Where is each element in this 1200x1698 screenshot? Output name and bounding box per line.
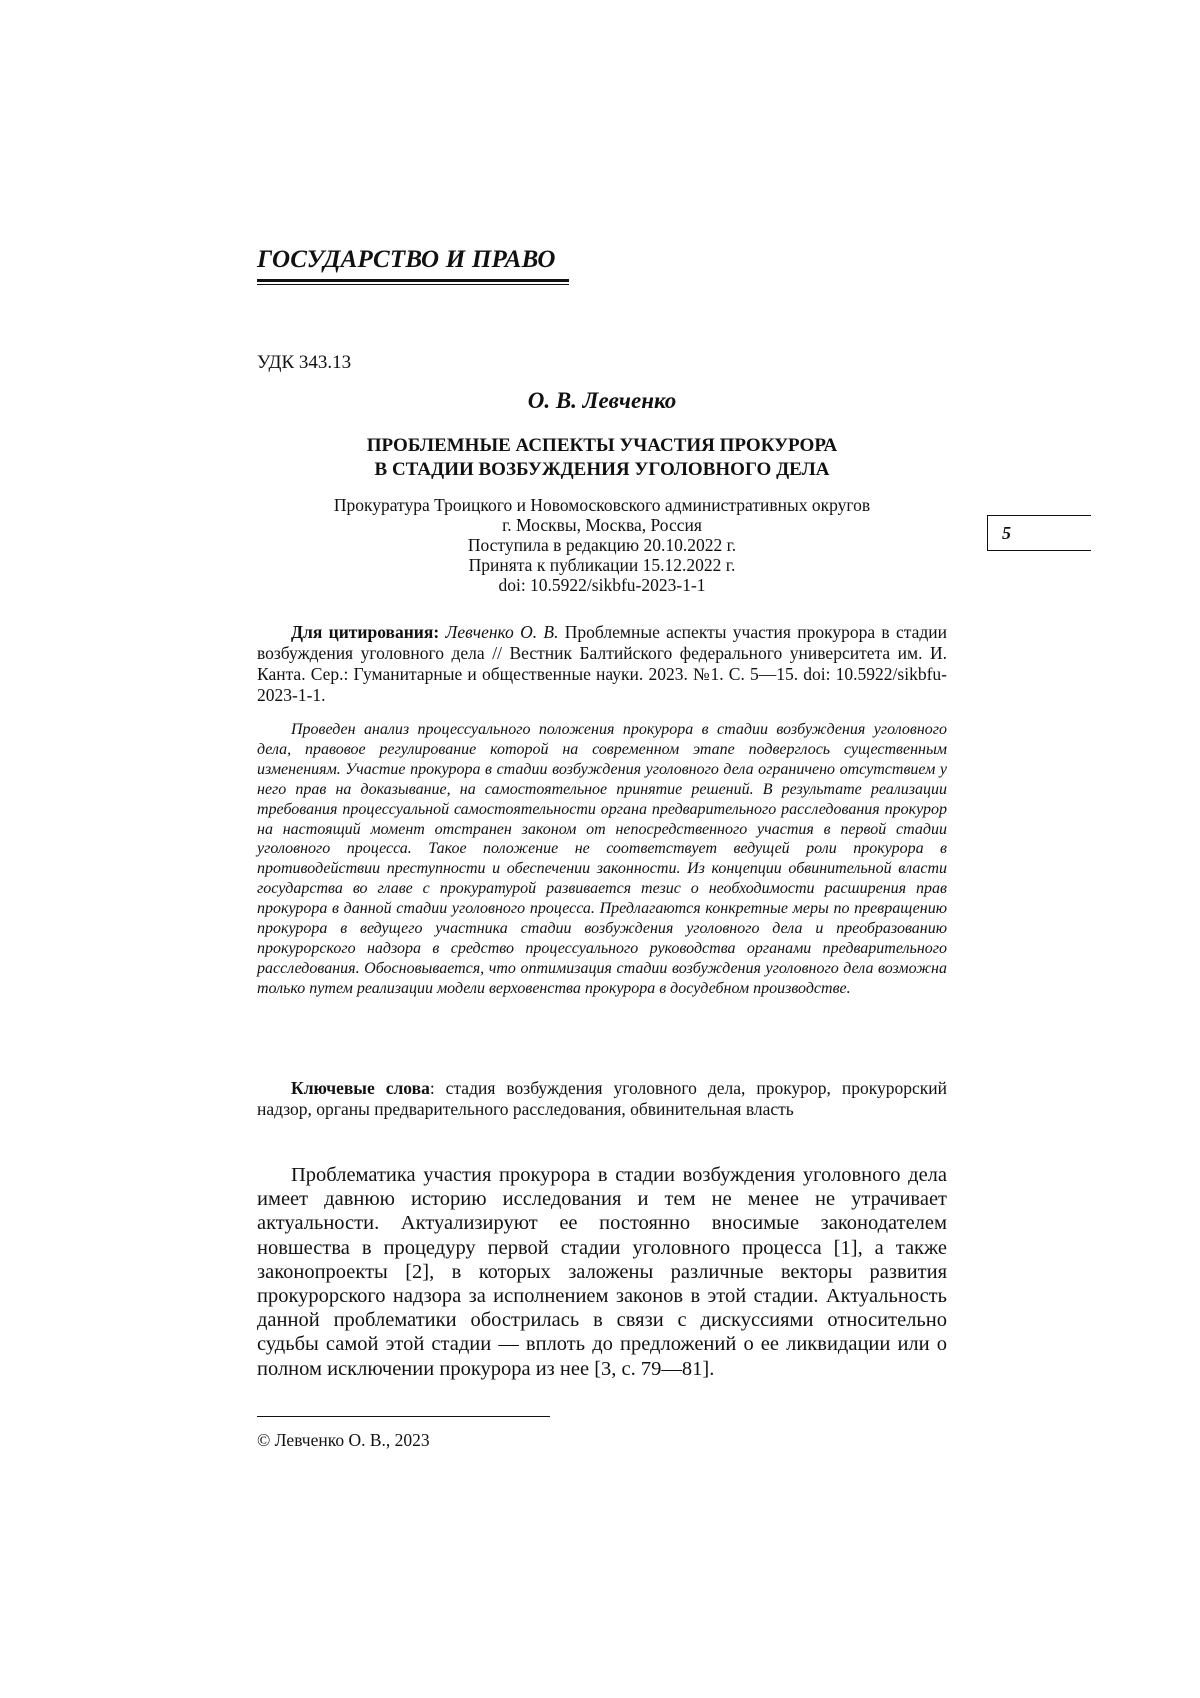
udk-code: УДК 343.13: [257, 352, 352, 373]
citation-label: Для цитирования:: [291, 622, 440, 642]
affiliation-line-1: Прокуратура Троицкого и Новомосковского административных округов: [333, 495, 871, 515]
page-number-box: [987, 515, 1091, 551]
title-line-1: ПРОБЛЕМНЫЕ АСПЕКТЫ УЧАСТИЯ ПРОКУРОРА: [366, 435, 838, 456]
keywords-label: Ключевые слова: [291, 1078, 430, 1098]
page-number: 5: [1002, 523, 1011, 543]
body-paragraph: Проблематика участия прокурора в стадии возбуждения уголовного дела имеет давнюю историю исследования и тем не менее не утрачивает актуальности. Актуализируют ее постоянно вносимые законодателем новшества в процедуру первой стадии уголовного процесса [1], а также законопроекты [2], в которых заложены различные векторы развития прокурорского надзора за исполнением законов в этой стадии. Актуальность данной проблематики обострилась в связи с дискуссиями относительно судьбы самой этой стадии — вплоть до предложений о ее ликвидации или о полном исключении прокурора из нее [3, с. 79—81].: [257, 1164, 947, 1380]
citation-author: Левченко О. В.: [445, 622, 559, 642]
keywords-block: [257, 1078, 947, 1119]
abstract: Проведен анализ процессуального положения прокурора в стадии возбуждения уголовного дела, правовое регулирование которой на современном этапе подверглось существенным изменениям. Участие прокурора в стадии возбуждения уголовного дела ограничено отсутствием у него прав на доказывание, на самостоятельное принятие решений. В результате реализации требования процессуальной самостоятельности органа предварительного расследования прокурор на настоящий момент отстранен законом от непосредственного участия в первой стадии уголовного процесса. Такое положение не соответствует ведущей роли прокурора в противодействии преступности и обеспечении законности. Из концепции обвинительной власти государства во главе с прокуратурой развивается тезис о необходимости расширения прав прокурора в данной стадии уголовного процесса. Предлагаются конкретные меры по превращению прокурора в ведущего участника стадии возбуждения уголовного дела и преобразованию прокурорского надзора в средство процессуального руководства органами предварительного расследования. Обосновывается, что оптимизация стадии возбуждения уголовного дела возможна только путем реализации модели верховенства прокурора в досудебном производстве.: [257, 721, 947, 997]
copyright-notice: © Левченко О. В., 2023: [257, 1430, 430, 1450]
citation-block: [257, 622, 947, 706]
section-rule-thick: [257, 279, 569, 282]
footnote-rule: [257, 1416, 550, 1417]
title-line-2: В СТАДИИ ВОЗБУЖДЕНИЯ УГОЛОВНОГО ДЕЛА: [374, 459, 830, 480]
doi: doi: 10.5922/sikbfu-2023-1-1: [498, 575, 706, 595]
section-heading: ГОСУДАРСТВО И ПРАВО: [257, 246, 556, 273]
affiliation-line-2: г. Москвы, Москва, Россия: [502, 515, 702, 535]
affiliation-block: [257, 495, 947, 595]
section-rule-thin: [257, 284, 569, 285]
citation-text: Проблемные аспекты участия прокурора в стадии возбуждения уголовного дела // Вестник Балтийского федерального университета им. И. Канта. Сер.: Гуманитарные и общественные науки. 2023. №1. С. 5—15. doi: 10.5922/sikbfu-2023-1-1.: [257, 622, 948, 705]
author-name: О. В. Левченко: [527, 388, 677, 413]
article-title: [257, 434, 947, 482]
keywords-text: : стадия возбуждения уголовного дела, прокурор, прокурорский надзор, органы предварительного расследования, обвинительная власть: [257, 1078, 947, 1119]
accepted-date: Принята к публикации 15.12.2022 г.: [468, 555, 736, 575]
received-date: Поступила в редакцию 20.10.2022 г.: [467, 535, 737, 555]
